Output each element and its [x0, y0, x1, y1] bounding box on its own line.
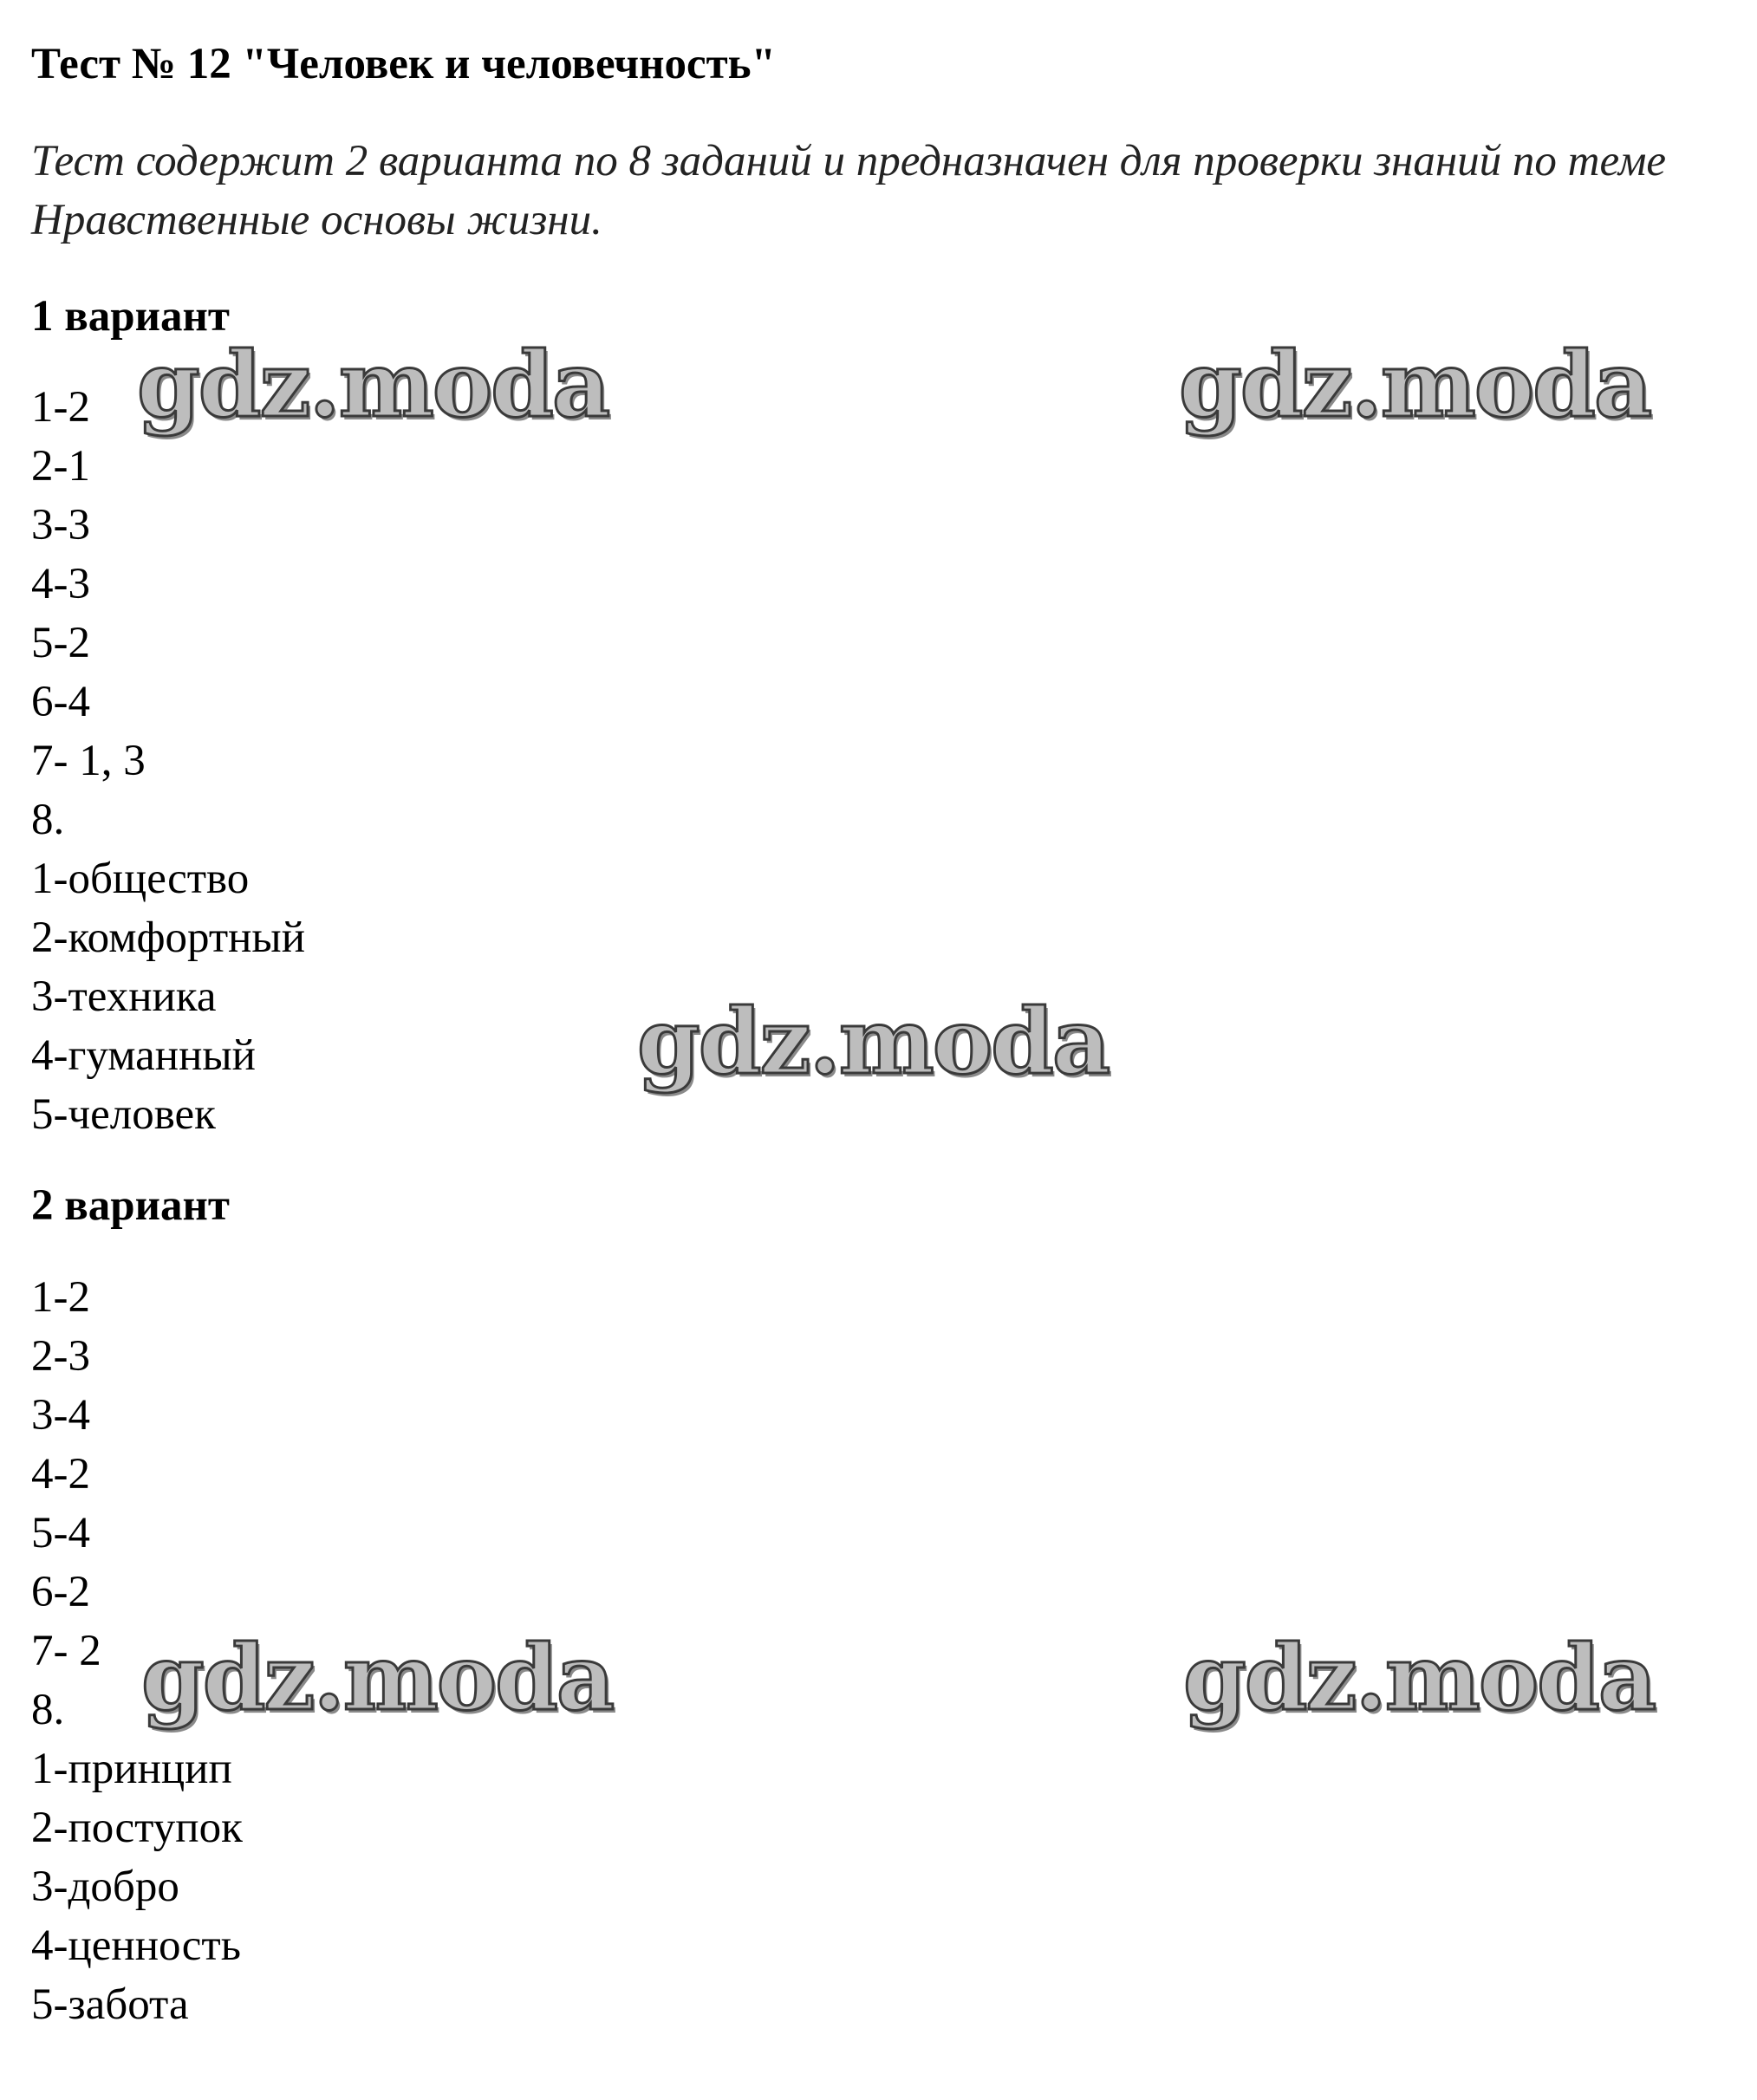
answer-item: 3-4	[31, 1391, 90, 1440]
answer-item: 4-гуманный	[31, 1031, 256, 1080]
page-title: Тест № 12 "Человек и человечность"	[31, 40, 776, 88]
answer-item: 2-поступок	[31, 1804, 243, 1852]
answer-item: 2-3	[31, 1332, 90, 1381]
answer-item: 6-2	[31, 1568, 90, 1616]
watermark: gdz.moda	[1183, 1624, 1656, 1731]
watermark: gdz.moda	[637, 988, 1110, 1095]
answer-item: 1-общество	[31, 855, 250, 903]
watermark: gdz.moda	[137, 331, 609, 438]
watermark: gdz.moda	[1179, 331, 1651, 438]
answer-item: 4-3	[31, 560, 90, 608]
variant-2-heading: 2 вариант	[31, 1181, 230, 1230]
answer-item: 3-добро	[31, 1863, 179, 1911]
answer-item: 6-4	[31, 678, 90, 726]
answer-item: 5-2	[31, 619, 90, 667]
answer-item: 4-ценность	[31, 1921, 241, 1970]
answer-item: 1-2	[31, 383, 90, 432]
answer-item: 1-2	[31, 1273, 90, 1322]
answer-item: 5-забота	[31, 1980, 189, 2029]
watermark: gdz.moda	[141, 1624, 614, 1731]
answer-item: 1-принцип	[31, 1745, 232, 1793]
answer-item: 5-4	[31, 1509, 90, 1557]
variant-1-answer-list	[31, 378, 305, 1144]
answer-item: 3-техника	[31, 972, 217, 1021]
answer-item: 7- 2	[31, 1627, 101, 1675]
answer-item: 8.	[31, 796, 65, 844]
variant-1-heading: 1 вариант	[31, 292, 230, 341]
answer-item: 2-1	[31, 442, 90, 491]
answer-item: 5-человек	[31, 1090, 216, 1139]
answer-item: 7- 1, 3	[31, 737, 146, 785]
answer-item: 2-комфортный	[31, 913, 305, 962]
test-description: Тест содержит 2 варианта по 8 заданий и предназначен для проверки знаний по теме Нравственные основы жизни.	[31, 137, 1667, 244]
answer-item: 4-2	[31, 1450, 90, 1499]
answer-item: 3-3	[31, 501, 90, 549]
answer-item: 8.	[31, 1686, 65, 1734]
